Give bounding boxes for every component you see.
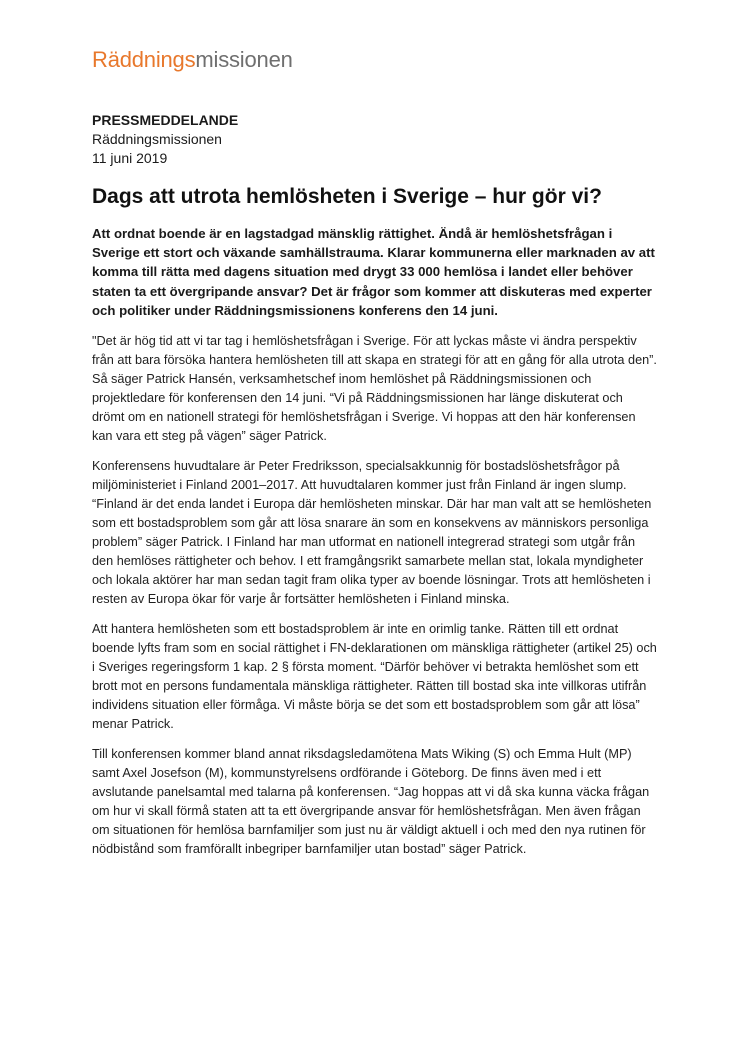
body-paragraph: Att hantera hemlösheten som ett bostadsproblem är inte en orimlig tanke. Rätten till ett ordnat boende lyfts fram som en social rättighet i FN-deklarationen om mänskliga rättigheter (artikel 25) och i Sveriges regeringsform 1 kap. 2 § första moment. “Därför behöver vi betrakta hemlöshet som ett brott mot en persons fundamentala mänskliga rättigheter. Rätten till bostad ska inte villkoras utifrån individens situation eller förmåga. Vi måste börja se det som ett bostadsproblem som går att lösa” menar Patrick. xyxy=(92,622,657,732)
logo-part-b: missionen xyxy=(195,47,293,72)
release-date: 11 juni 2019 xyxy=(92,150,168,166)
lead-paragraph: Att ordnat boende är en lagstadgad mänsklig rättighet. Ändå är hemlöshetsfrågan i Sverige ett stort och växande samhällstrauma. Klarar kommunerna eller marknaden av att komma till rätta med dagens situation med drygt 33 000 hemlösa i landet eller behöver staten ta ett övergripande ansvar? Det är frågor som kommer att diskuteras med experter och politiker under Räddningsmissionens konferens den 14 juni. xyxy=(92,226,655,318)
article-body xyxy=(92,224,658,870)
body-paragraph: "Det är hög tid att vi tar tag i hemlöshetsfrågan i Sverige. För att lyckas måste vi ändra perspektiv från att bara försöka hantera hemlösheten till att skapa en strategi för att en gång för alla utrota den”. Så säger Patrick Hansén, verksamhetschef inom hemlöshet på Räddningsmissionen och projektledare för konferensen den 14 juni. “Vi på Räddningsmissionen har länge diskuterat och drömt om en nationell strategi för hemlöshetsfrågan i Sverige. Vi hoppas att den här konferensen kan vara ett steg på vägen” säger Patrick. xyxy=(92,334,657,444)
organization-name: Räddningsmissionen xyxy=(92,131,222,147)
logo-part-a: Räddnings xyxy=(92,47,196,72)
body-paragraph: Konferensens huvudtalare är Peter Fredriksson, specialsakkunnig för bostadslöshetsfrågor på miljöministeriet i Finland 2001–2017. Att huvudtalaren kommer just från Finland är ingen slump. “Finland är det enda landet i Europa där hemlösheten minskar. Där har man valt att se hemlösheten som ett bostadsproblem som går att lösa snarare än som en konsekvens av människors personliga problem” säger Patrick. I Finland har man utformat en nationell integrerad strategi som utgår från den hemlöses rättigheter och behov. I ett framgångsrikt samarbete mellan stat, lokala myndigheter och lokala aktörer har man sedan tagit fram olika typer av boende lösningar. Trots att hemlösheten i resten av Europa ökar för varje år fortsätter hemlösheten i Finland minska. xyxy=(92,459,652,607)
press-meta xyxy=(92,111,238,168)
body-paragraph: Till konferensen kommer bland annat riksdagsledamötena Mats Wiking (S) och Emma Hult (MP) samt Axel Josefson (M), kommunstyrelsens ordförande i Göteborg. De finns även med i ett avslutande panelsamtal med talarna på konferensen. “Jag hoppas att vi då ska kunna väcka frågan om hur vi skall förmå staten att ta ett övergripande ansvar för hemlöshetsfrågan. Men även frågan om situationen för hemlösa barnfamiljer som just nu är väldigt aktuell i och med den nya rutinen för nödbistånd som framförallt inbegriper barnfamiljer utan bostad” säger Patrick. xyxy=(92,747,650,857)
brand-logo xyxy=(92,46,293,74)
headline: Dags att utrota hemlösheten i Sverige – hur gör vi? xyxy=(92,185,602,208)
press-release-label: PRESSMEDDELANDE xyxy=(92,112,239,128)
